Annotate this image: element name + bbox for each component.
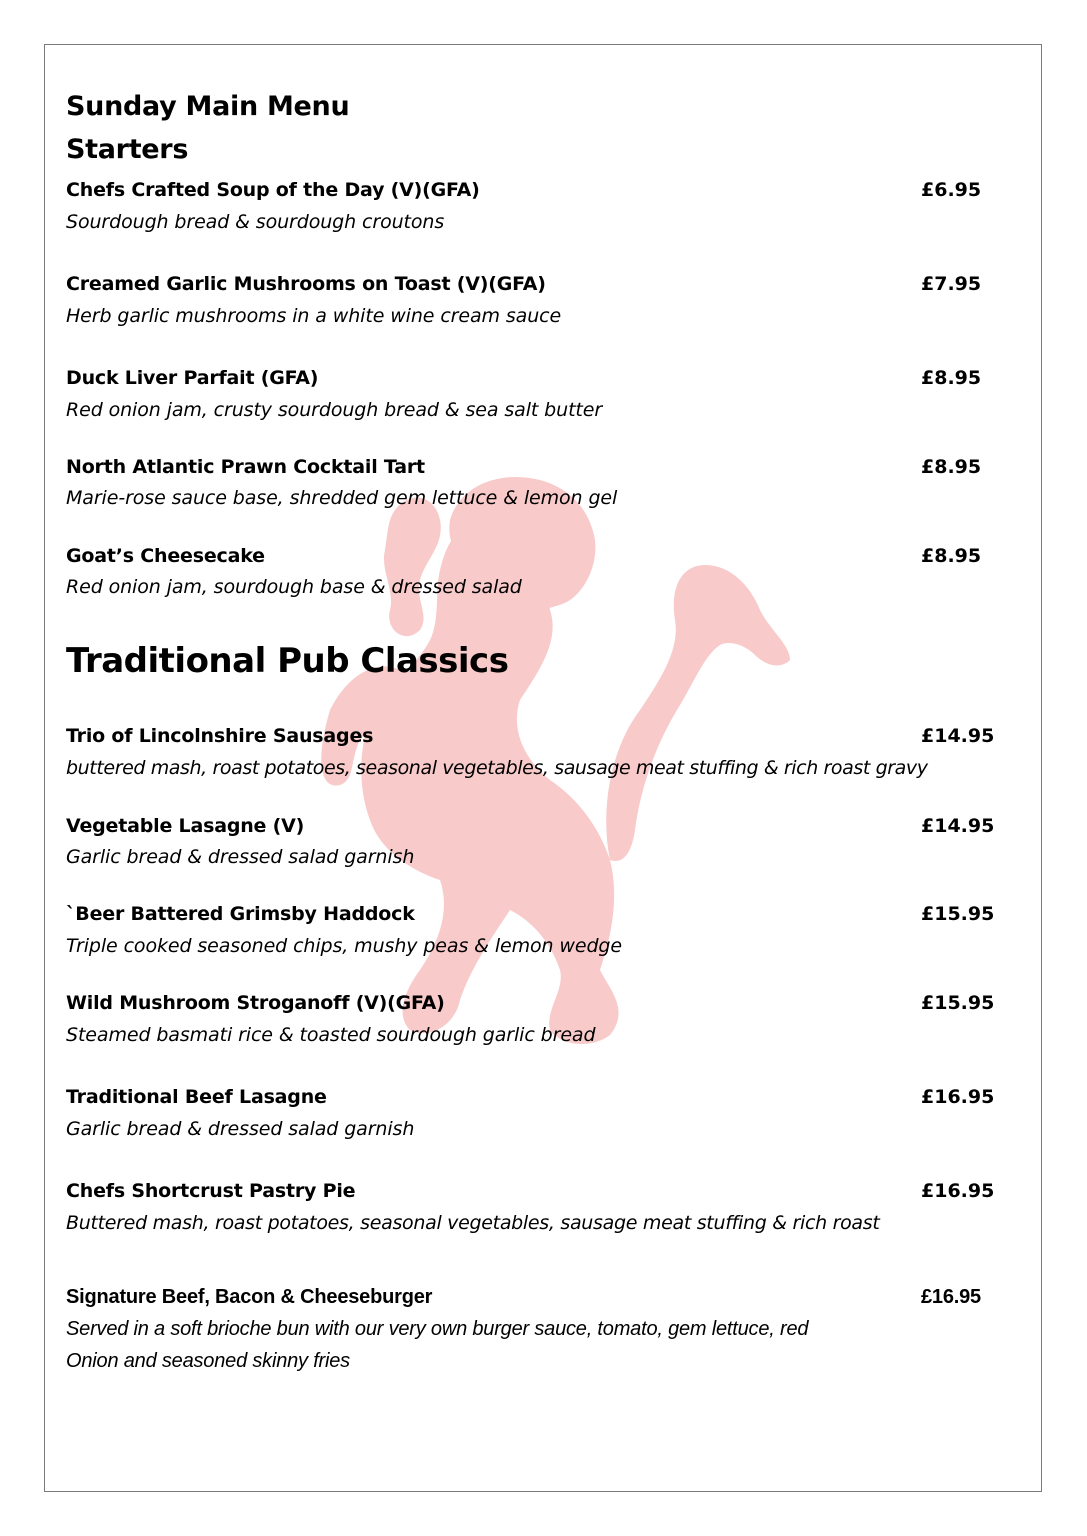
menu-item-price: £15.95 — [921, 992, 995, 1014]
menu-item-price: £15.95 — [921, 903, 995, 925]
menu-item-name: Wild Mushroom Stroganoff (V)(GFA) — [66, 992, 445, 1014]
menu-item-description: Served in a soft brioche bun with our very own burger sauce, tomato, gem lettuce, red — [66, 1318, 809, 1340]
menu-item-price: £8.95 — [921, 456, 982, 478]
menu-item-description: Steamed basmati rice & toasted sourdough garlic bread — [66, 1024, 596, 1046]
menu-item-description: Garlic bread & dressed salad garnish — [66, 846, 415, 868]
menu-item-description: Red onion jam, crusty sourdough bread & sea salt butter — [66, 399, 603, 421]
section-heading-starters: Starters — [66, 134, 189, 165]
menu-item-description: Sourdough bread & sourdough croutons — [66, 211, 445, 233]
menu-item-description: Buttered mash, roast potatoes, seasonal vegetables, sausage meat stuffing & rich roast — [66, 1212, 880, 1234]
menu-item-name: Signature Beef, Bacon & Cheeseburger — [66, 1286, 433, 1308]
menu-item-price: £8.95 — [921, 545, 982, 567]
menu-item-name: Vegetable Lasagne (V) — [66, 815, 305, 837]
menu-item-price: £16.95 — [921, 1086, 995, 1108]
menu-item-description: Garlic bread & dressed salad garnish — [66, 1118, 415, 1140]
menu-item-description: Triple cooked seasoned chips, mushy peas & lemon wedge — [66, 935, 622, 957]
menu-item-price: £8.95 — [921, 367, 982, 389]
menu-title: Sunday Main Menu — [66, 91, 350, 122]
menu-item-description-line2: Onion and seasoned skinny fries — [66, 1350, 350, 1372]
menu-item-price: £16.95 — [921, 1180, 995, 1202]
menu-item-name: `Beer Battered Grimsby Haddock — [66, 903, 415, 925]
menu-item-name: Creamed Garlic Mushrooms on Toast (V)(GFA) — [66, 273, 546, 295]
menu-item-description: Red onion jam, sourdough base & dressed salad — [66, 576, 522, 598]
section-heading-classics: Traditional Pub Classics — [66, 641, 509, 681]
menu-item-price: £16.95 — [921, 1286, 981, 1308]
menu-item-name: Goat’s Cheesecake — [66, 545, 265, 567]
menu-item-price: £7.95 — [921, 273, 982, 295]
menu-item-price: £6.95 — [921, 179, 982, 201]
menu-item-description: Marie-rose sauce base, shredded gem lettuce & lemon gel — [66, 487, 618, 509]
menu-item-price: £14.95 — [921, 725, 995, 747]
menu-item-name: Traditional Beef Lasagne — [66, 1086, 327, 1108]
menu-item-description: buttered mash, roast potatoes, seasonal vegetables, sausage meat stuffing & rich roast gravy — [66, 757, 928, 779]
menu-item-name: Trio of Lincolnshire Sausages — [66, 725, 374, 747]
menu-item-name: North Atlantic Prawn Cocktail Tart — [66, 456, 425, 478]
menu-item-description: Herb garlic mushrooms in a white wine cream sauce — [66, 305, 562, 327]
menu-item-price: £14.95 — [921, 815, 995, 837]
menu-item-name: Duck Liver Parfait (GFA) — [66, 367, 319, 389]
menu-item-name: Chefs Shortcrust Pastry Pie — [66, 1180, 356, 1202]
menu-item-name: Chefs Crafted Soup of the Day (V)(GFA) — [66, 179, 480, 201]
